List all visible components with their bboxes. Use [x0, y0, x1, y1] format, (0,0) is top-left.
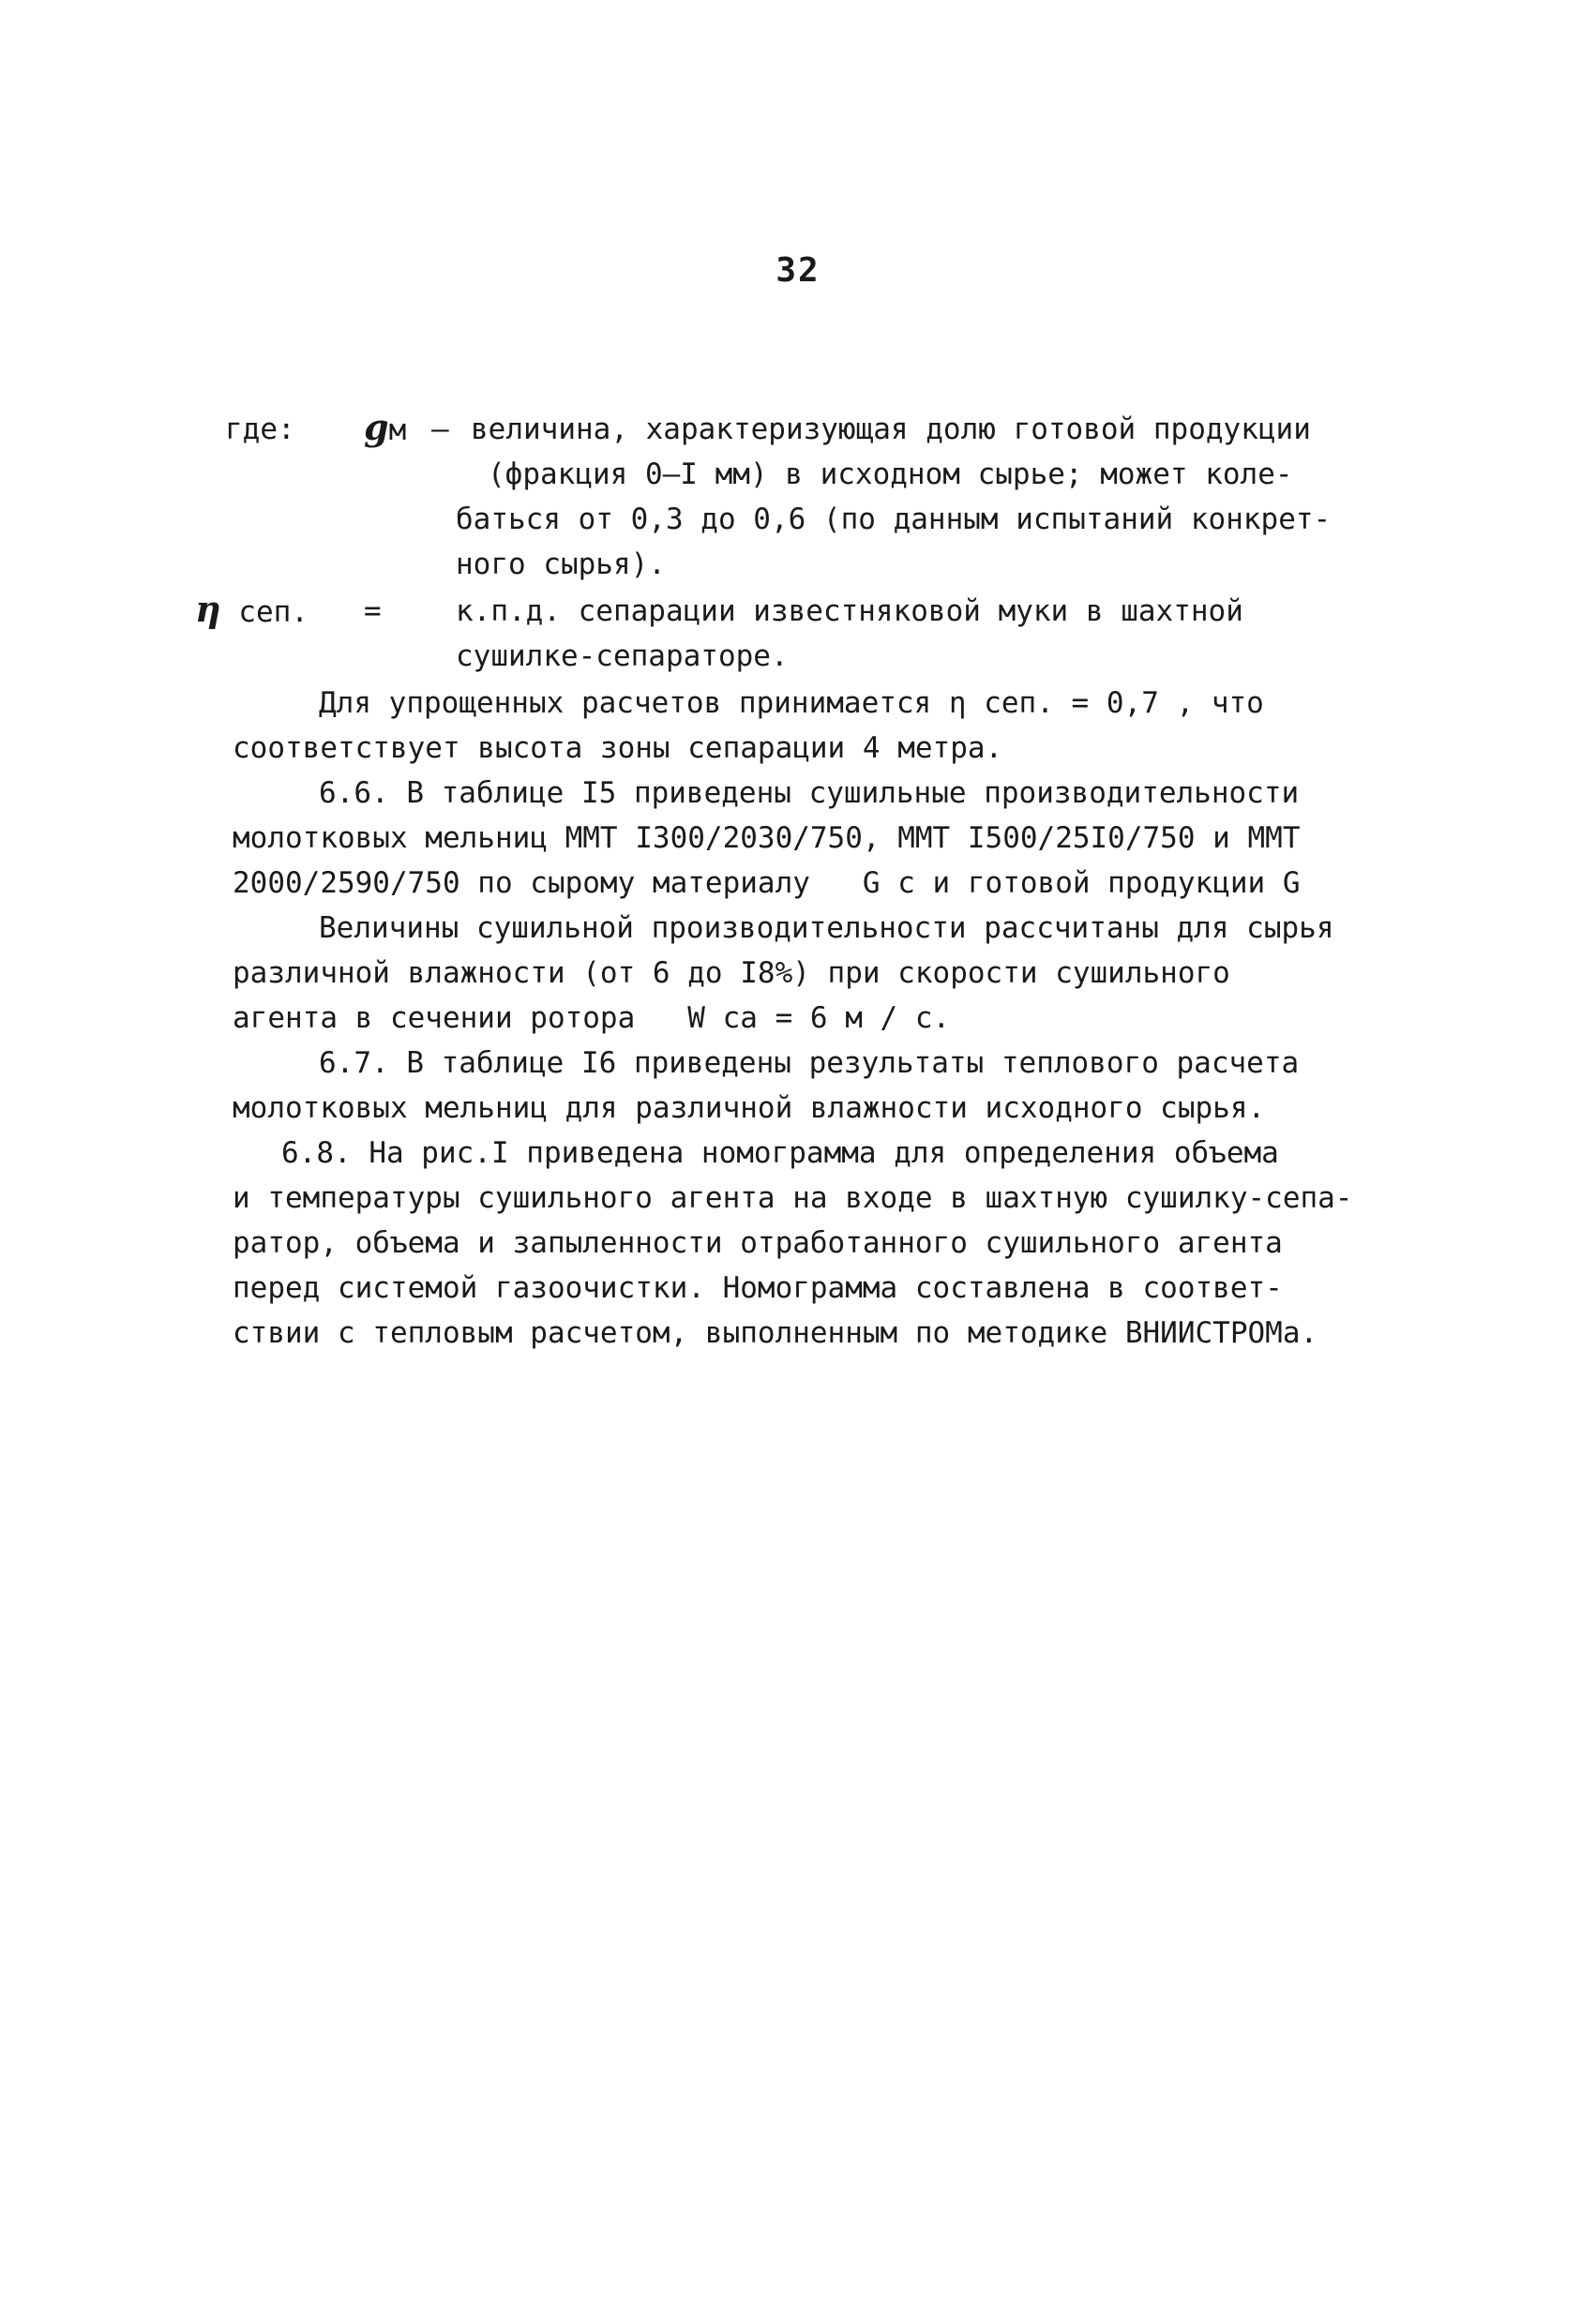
paragraph-line: 6.6. В таблице I5 приведены сушильные производительности: [319, 776, 1300, 810]
symbol-subscript: м: [388, 413, 407, 447]
paragraph-line: 2000/2590/750 по сырому материалу G с и готовой продукции G: [233, 866, 1301, 900]
paragraph-line: различной влажности (от 6 до I8%) при скорости сушильного: [233, 956, 1230, 990]
paragraph-line: агента в сечении ротора W ca = 6 м / с.: [233, 1001, 951, 1035]
definition-dash: =: [364, 594, 382, 628]
definition-text-line: (фракция 0–I мм) в исходном сырье; может коле-: [488, 457, 1293, 491]
paragraph-line: Величины сушильной производительности рассчитаны для сырья: [319, 911, 1334, 945]
paragraph-line: перед системой газоочистки. Номограмма составлена в соответ-: [233, 1271, 1283, 1305]
definition-label: где:: [225, 412, 295, 446]
paragraph-line: соответствует высота зоны сепарации 4 метра.: [233, 731, 1003, 765]
definition-text-line: к.п.д. сепарации известняковой муки в шахтной: [456, 594, 1243, 628]
paragraph-line: ратор, объема и запыленности отработанного сушильного агента: [233, 1226, 1283, 1260]
definition-dash: –: [431, 412, 449, 446]
definition-text-line: величина, характеризующая долю готовой продукции: [471, 412, 1311, 446]
paragraph-line: молотковых мельниц ММТ I300/2030/750, ММТ I500/25I0/750 и ММТ: [233, 821, 1301, 855]
symbol-subscript: сеп.: [238, 595, 309, 629]
symbol-eta: η: [195, 588, 221, 630]
paragraph-line: и температуры сушильного агента на входе в шахтную сушилку-сепа-: [233, 1181, 1353, 1215]
page-number: 32: [775, 251, 821, 290]
paragraph-line: ствии с тепловым расчетом, выполненным по методике ВНИИСТРОМа.: [233, 1316, 1318, 1350]
definition-symbol: [364, 406, 407, 449]
paragraph-line: 6.7. В таблице I6 приведены результаты теплового расчета: [319, 1046, 1300, 1080]
paragraph-line: Для упрощенных расчетов принимается η сеп. = 0,7 , что: [319, 686, 1264, 720]
paragraph-line: 6.8. На рис.I приведена номограмма для определения объема: [281, 1136, 1279, 1170]
definition-text-line: баться от 0,3 до 0,6 (по данным испытаний конкрет-: [456, 502, 1332, 536]
symbol-g: g: [364, 406, 389, 448]
definition-text-line: сушилке-сепараторе.: [456, 639, 789, 673]
paragraph-line: молотковых мельниц для различной влажности исходного сырья.: [233, 1091, 1266, 1125]
definition-symbol: [195, 588, 309, 631]
definition-text-line: ного сырья).: [456, 547, 666, 581]
